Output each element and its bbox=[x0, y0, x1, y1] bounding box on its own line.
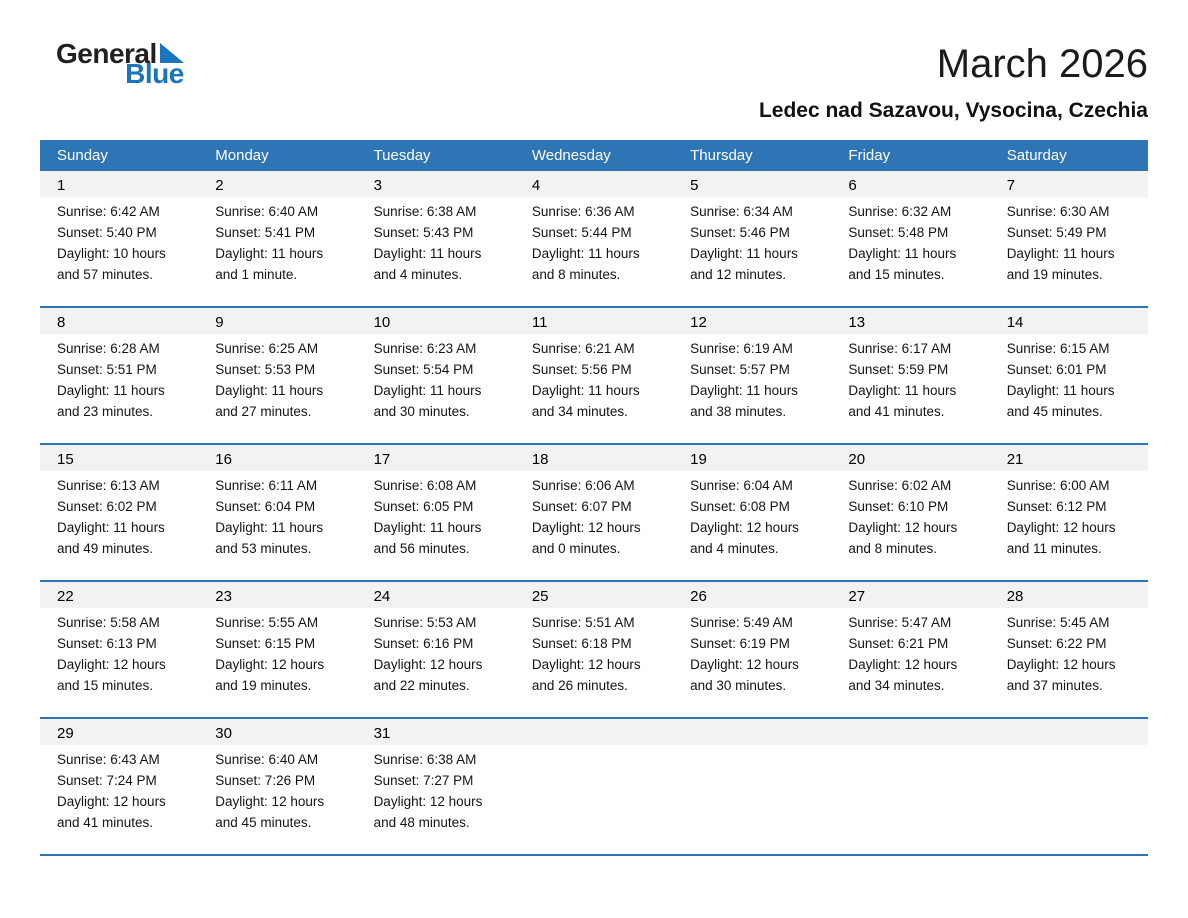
day-cell bbox=[357, 719, 515, 854]
day-number: 5 bbox=[690, 177, 699, 194]
day-number: 29 bbox=[57, 725, 74, 742]
sunset-text: Sunset: 6:18 PM bbox=[531, 636, 632, 651]
sunset-text: Sunset: 5:59 PM bbox=[848, 362, 949, 377]
daylight-text: Daylight: 12 hours and 34 minutes. bbox=[848, 657, 958, 693]
day-info bbox=[374, 612, 505, 696]
day-number: 12 bbox=[690, 314, 707, 331]
day-cell bbox=[673, 582, 831, 717]
day-cell bbox=[990, 582, 1148, 717]
sunset-text: Sunset: 7:24 PM bbox=[57, 773, 157, 788]
day-cell bbox=[198, 445, 356, 580]
day-number: 1 bbox=[57, 177, 66, 194]
week-row bbox=[40, 171, 1148, 308]
sunrise-text: Sunrise: 6:00 AM bbox=[1006, 478, 1110, 493]
sunset-text: Sunset: 6:22 PM bbox=[1006, 636, 1107, 651]
day-info bbox=[57, 612, 188, 696]
day-info bbox=[848, 201, 979, 285]
empty-day-cell bbox=[831, 719, 989, 854]
daylight-text: Daylight: 12 hours and 0 minutes. bbox=[531, 520, 641, 556]
day-number: 28 bbox=[1006, 588, 1024, 605]
day-number: 18 bbox=[531, 451, 549, 468]
day-info bbox=[215, 338, 346, 422]
day-info bbox=[57, 338, 188, 422]
daylight-text: Daylight: 11 hours and 45 minutes. bbox=[1006, 383, 1115, 419]
day-info bbox=[690, 612, 821, 696]
daylight-text: Daylight: 12 hours and 8 minutes. bbox=[848, 520, 958, 556]
sunset-text: Sunset: 6:12 PM bbox=[1006, 499, 1107, 514]
day-number: 24 bbox=[373, 588, 391, 605]
daylight-text: Daylight: 11 hours and 56 minutes. bbox=[373, 520, 482, 556]
day-info bbox=[532, 201, 663, 285]
day-number: 17 bbox=[373, 451, 391, 468]
day-cell bbox=[673, 308, 831, 443]
weekday-header: Monday bbox=[215, 147, 269, 164]
day-info bbox=[374, 749, 505, 833]
week-row bbox=[40, 308, 1148, 445]
day-info bbox=[690, 475, 821, 559]
day-cell bbox=[990, 308, 1148, 443]
sunset-text: Sunset: 5:53 PM bbox=[215, 362, 316, 377]
day-info bbox=[690, 201, 821, 285]
day-info bbox=[1007, 475, 1138, 559]
sunset-text: Sunset: 6:04 PM bbox=[215, 499, 316, 514]
calendar bbox=[40, 140, 1148, 856]
day-number: 3 bbox=[373, 177, 382, 194]
daylight-text: Daylight: 11 hours and 53 minutes. bbox=[215, 520, 324, 556]
sunrise-text: Sunrise: 6:19 AM bbox=[690, 341, 793, 356]
daylight-text: Daylight: 12 hours and 4 minutes. bbox=[690, 520, 799, 556]
day-info bbox=[374, 475, 505, 559]
day-number: 11 bbox=[531, 314, 548, 331]
day-cell bbox=[40, 582, 198, 717]
logo-text-general: General bbox=[56, 38, 157, 69]
weekday-header: Friday bbox=[848, 147, 891, 164]
day-info bbox=[57, 201, 188, 285]
daylight-text: Daylight: 11 hours and 38 minutes. bbox=[690, 383, 798, 419]
sunset-text: Sunset: 5:43 PM bbox=[373, 225, 474, 240]
day-number: 9 bbox=[215, 314, 224, 331]
day-info bbox=[848, 475, 979, 559]
sunrise-text: Sunrise: 6:11 AM bbox=[215, 478, 318, 493]
day-cell bbox=[357, 308, 515, 443]
daylight-text: Daylight: 12 hours and 48 minutes. bbox=[373, 794, 483, 830]
location-subtitle: Ledec nad Sazavou, Vysocina, Czechia bbox=[758, 99, 1148, 122]
sunrise-text: Sunrise: 5:58 AM bbox=[57, 615, 160, 630]
sunrise-text: Sunrise: 5:51 AM bbox=[531, 615, 635, 630]
daylight-text: Daylight: 12 hours and 26 minutes. bbox=[531, 657, 641, 693]
sunset-text: Sunset: 6:01 PM bbox=[1006, 362, 1107, 377]
sunset-text: Sunset: 6:16 PM bbox=[373, 636, 474, 651]
day-info bbox=[374, 338, 505, 422]
day-number: 25 bbox=[531, 588, 549, 605]
day-cell bbox=[990, 445, 1148, 580]
day-number: 16 bbox=[215, 451, 232, 468]
sunrise-text: Sunrise: 5:55 AM bbox=[215, 615, 319, 630]
general-blue-logo bbox=[56, 40, 184, 88]
day-info bbox=[57, 749, 188, 833]
daylight-text: Daylight: 11 hours and 34 minutes. bbox=[531, 383, 640, 419]
day-cell bbox=[40, 171, 198, 306]
day-cell bbox=[831, 171, 989, 306]
sunset-text: Sunset: 6:13 PM bbox=[57, 636, 157, 651]
day-cell bbox=[990, 171, 1148, 306]
sunrise-text: Sunrise: 6:21 AM bbox=[531, 341, 635, 356]
day-info bbox=[848, 338, 979, 422]
sunrise-text: Sunrise: 6:43 AM bbox=[57, 752, 160, 767]
daylight-text: Daylight: 12 hours and 41 minutes. bbox=[57, 794, 166, 830]
day-cell bbox=[40, 308, 198, 443]
day-info bbox=[848, 612, 979, 696]
sunrise-text: Sunrise: 5:45 AM bbox=[1006, 615, 1110, 630]
day-number: 13 bbox=[848, 314, 866, 331]
sunset-text: Sunset: 5:54 PM bbox=[373, 362, 474, 377]
day-number: 8 bbox=[57, 314, 66, 331]
weekday-header: Wednesday bbox=[531, 147, 611, 164]
sunrise-text: Sunrise: 5:53 AM bbox=[373, 615, 477, 630]
day-cell bbox=[515, 308, 673, 443]
day-number: 2 bbox=[215, 177, 224, 194]
sunrise-text: Sunrise: 6:40 AM bbox=[215, 752, 319, 767]
sunset-text: Sunset: 5:51 PM bbox=[57, 362, 157, 377]
sunset-text: Sunset: 5:57 PM bbox=[690, 362, 790, 377]
daylight-text: Daylight: 11 hours and 1 minute. bbox=[215, 246, 324, 282]
sunrise-text: Sunrise: 6:28 AM bbox=[57, 341, 160, 356]
day-number: 20 bbox=[848, 451, 866, 468]
title-block bbox=[759, 26, 1148, 124]
daylight-text: Daylight: 11 hours and 41 minutes. bbox=[848, 383, 957, 419]
day-cell bbox=[357, 171, 515, 306]
sunset-text: Sunset: 6:05 PM bbox=[373, 499, 474, 514]
weekday-header: Thursday bbox=[690, 147, 753, 164]
weekday-header-row bbox=[40, 140, 1148, 171]
sunrise-text: Sunrise: 6:23 AM bbox=[373, 341, 477, 356]
daylight-text: Daylight: 11 hours and 27 minutes. bbox=[215, 383, 324, 419]
daylight-text: Daylight: 12 hours and 19 minutes. bbox=[215, 657, 325, 693]
daylight-text: Daylight: 12 hours and 22 minutes. bbox=[373, 657, 483, 693]
day-number: 10 bbox=[373, 314, 391, 331]
sunset-text: Sunset: 5:44 PM bbox=[531, 225, 632, 240]
day-cell bbox=[831, 445, 989, 580]
page-header bbox=[40, 26, 1148, 124]
sunrise-text: Sunrise: 5:49 AM bbox=[690, 615, 793, 630]
sunset-text: Sunset: 5:41 PM bbox=[215, 225, 316, 240]
daylight-text: Daylight: 11 hours and 49 minutes. bbox=[57, 520, 165, 556]
day-info bbox=[57, 475, 188, 559]
day-cell bbox=[40, 719, 198, 854]
day-cell bbox=[357, 445, 515, 580]
day-info bbox=[532, 475, 663, 559]
day-cell bbox=[198, 719, 356, 854]
day-cell bbox=[673, 445, 831, 580]
sunrise-text: Sunrise: 6:25 AM bbox=[215, 341, 319, 356]
day-info bbox=[215, 612, 346, 696]
daylight-text: Daylight: 11 hours and 30 minutes. bbox=[373, 383, 482, 419]
sunrise-text: Sunrise: 6:40 AM bbox=[215, 204, 319, 219]
day-cell bbox=[40, 445, 198, 580]
sunset-text: Sunset: 5:56 PM bbox=[531, 362, 632, 377]
empty-day-cell bbox=[515, 719, 673, 854]
sunrise-text: Sunrise: 6:08 AM bbox=[373, 478, 477, 493]
sunset-text: Sunset: 5:48 PM bbox=[848, 225, 949, 240]
calendar-weeks bbox=[40, 171, 1148, 856]
day-number: 4 bbox=[531, 177, 541, 194]
week-row bbox=[40, 582, 1148, 719]
day-info bbox=[215, 475, 346, 559]
weekday-header: Tuesday bbox=[373, 147, 431, 164]
day-number: 27 bbox=[848, 588, 866, 605]
month-title: March 2026 bbox=[936, 42, 1148, 86]
day-info bbox=[215, 749, 346, 833]
sunset-text: Sunset: 6:15 PM bbox=[215, 636, 316, 651]
day-info bbox=[215, 201, 346, 285]
day-info bbox=[532, 612, 663, 696]
daylight-text: Daylight: 12 hours and 45 minutes. bbox=[215, 794, 325, 830]
sunset-text: Sunset: 6:19 PM bbox=[690, 636, 790, 651]
day-number: 30 bbox=[215, 725, 232, 742]
daylight-text: Daylight: 11 hours and 15 minutes. bbox=[848, 246, 957, 282]
sunset-text: Sunset: 6:08 PM bbox=[690, 499, 790, 514]
daylight-text: Daylight: 12 hours and 15 minutes. bbox=[57, 657, 166, 693]
sunrise-text: Sunrise: 6:36 AM bbox=[531, 204, 635, 219]
day-cell bbox=[198, 308, 356, 443]
sunset-text: Sunset: 5:40 PM bbox=[57, 225, 157, 240]
day-number: 31 bbox=[373, 725, 391, 742]
day-cell bbox=[515, 445, 673, 580]
day-cell bbox=[515, 171, 673, 306]
day-cell bbox=[831, 308, 989, 443]
daylight-text: Daylight: 12 hours and 30 minutes. bbox=[690, 657, 799, 693]
sunset-text: Sunset: 6:21 PM bbox=[848, 636, 949, 651]
sunset-text: Sunset: 5:49 PM bbox=[1006, 225, 1107, 240]
day-number: 14 bbox=[1006, 314, 1024, 331]
empty-day-cell bbox=[673, 719, 831, 854]
logo-text-blue: Blue bbox=[125, 58, 184, 89]
sunrise-text: Sunrise: 5:47 AM bbox=[848, 615, 952, 630]
week-row bbox=[40, 445, 1148, 582]
day-number: 21 bbox=[1006, 451, 1024, 468]
sunset-text: Sunset: 5:46 PM bbox=[690, 225, 790, 240]
weekday-header: Saturday bbox=[1006, 147, 1067, 164]
sunrise-text: Sunrise: 6:02 AM bbox=[848, 478, 952, 493]
daylight-text: Daylight: 12 hours and 11 minutes. bbox=[1006, 520, 1116, 556]
day-cell bbox=[831, 582, 989, 717]
day-info bbox=[1007, 338, 1138, 422]
day-info bbox=[374, 201, 505, 285]
weekday-header: Sunday bbox=[57, 147, 108, 164]
week-row bbox=[40, 719, 1148, 856]
sunrise-text: Sunrise: 6:38 AM bbox=[373, 752, 477, 767]
day-cell bbox=[673, 171, 831, 306]
day-cell bbox=[198, 171, 356, 306]
sunset-text: Sunset: 7:27 PM bbox=[373, 773, 474, 788]
sunset-text: Sunset: 6:02 PM bbox=[57, 499, 157, 514]
sunset-text: Sunset: 6:07 PM bbox=[531, 499, 632, 514]
daylight-text: Daylight: 11 hours and 23 minutes. bbox=[57, 383, 165, 419]
sunset-text: Sunset: 6:10 PM bbox=[848, 499, 949, 514]
daylight-text: Daylight: 10 hours and 57 minutes. bbox=[57, 246, 166, 282]
day-number: 6 bbox=[848, 177, 857, 194]
daylight-text: Daylight: 11 hours and 19 minutes. bbox=[1006, 246, 1115, 282]
day-number: 19 bbox=[690, 451, 707, 468]
daylight-text: Daylight: 12 hours and 37 minutes. bbox=[1006, 657, 1116, 693]
sunrise-text: Sunrise: 6:04 AM bbox=[690, 478, 793, 493]
day-cell bbox=[357, 582, 515, 717]
day-number: 15 bbox=[57, 451, 74, 468]
day-info bbox=[532, 338, 663, 422]
sunrise-text: Sunrise: 6:13 AM bbox=[57, 478, 160, 493]
day-info bbox=[1007, 612, 1138, 696]
sunrise-text: Sunrise: 6:17 AM bbox=[848, 341, 952, 356]
daylight-text: Daylight: 11 hours and 12 minutes. bbox=[690, 246, 798, 282]
day-number: 22 bbox=[57, 588, 74, 605]
day-cell bbox=[515, 582, 673, 717]
sunrise-text: Sunrise: 6:06 AM bbox=[531, 478, 635, 493]
day-number: 26 bbox=[690, 588, 707, 605]
sunrise-text: Sunrise: 6:15 AM bbox=[1006, 341, 1110, 356]
sunrise-text: Sunrise: 6:30 AM bbox=[1006, 204, 1110, 219]
sunrise-text: Sunrise: 6:34 AM bbox=[690, 204, 793, 219]
empty-day-cell bbox=[990, 719, 1148, 854]
daylight-text: Daylight: 11 hours and 4 minutes. bbox=[373, 246, 482, 282]
sunset-text: Sunset: 7:26 PM bbox=[215, 773, 316, 788]
day-number: 7 bbox=[1006, 177, 1016, 194]
daylight-text: Daylight: 11 hours and 8 minutes. bbox=[531, 246, 640, 282]
day-number: 23 bbox=[215, 588, 232, 605]
sunrise-text: Sunrise: 6:38 AM bbox=[373, 204, 477, 219]
sunrise-text: Sunrise: 6:42 AM bbox=[57, 204, 160, 219]
sunrise-text: Sunrise: 6:32 AM bbox=[848, 204, 952, 219]
day-info bbox=[1007, 201, 1138, 285]
day-info bbox=[690, 338, 821, 422]
day-cell bbox=[198, 582, 356, 717]
